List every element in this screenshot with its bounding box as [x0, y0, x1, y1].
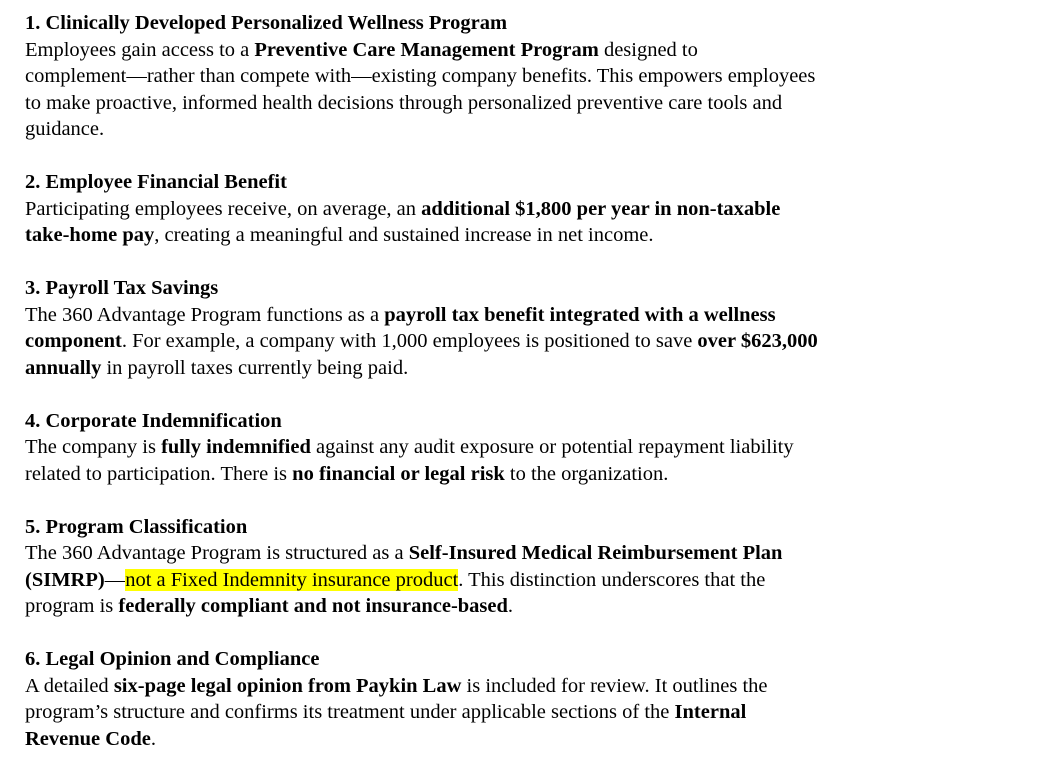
text-line	[25, 540, 1025, 567]
bold-text: additional $1,800 per year in non-taxable	[421, 197, 781, 220]
text-line	[25, 222, 1025, 249]
text-run: program is	[25, 595, 119, 617]
bold-text: take-home pay	[25, 224, 155, 246]
bold-text: (SIMRP)	[25, 568, 105, 591]
section-paragraph	[25, 196, 1025, 249]
text-line	[25, 116, 1025, 143]
text-line	[25, 434, 1025, 461]
text-run: complement—rather than compete with—existing company benefits. This empowers employees	[25, 65, 816, 87]
text-run: .	[150, 727, 156, 750]
bold-text: payroll tax benefit integrated with a wellness	[384, 303, 776, 326]
section-1	[25, 10, 1025, 143]
bold-text: over $623,000	[697, 330, 818, 352]
bold-text: fully indemnified	[161, 436, 311, 458]
text-line	[25, 302, 1025, 329]
section-paragraph	[25, 302, 1025, 382]
section-3	[25, 275, 1025, 381]
text-run: program’s structure and confirms its treatment under applicable sections of the	[25, 701, 675, 723]
section-5	[25, 514, 1025, 620]
text-line	[25, 355, 1025, 382]
text-run: designed to	[598, 38, 698, 61]
section-6	[25, 646, 1025, 752]
text-run: . For example, a company with 1,000 employees is positioned to save	[121, 330, 698, 352]
section-paragraph	[25, 434, 1025, 487]
bold-text: Preventive Care Management Program	[254, 38, 599, 61]
section-paragraph	[25, 37, 1025, 143]
text-run: is included for review. It outlines the	[461, 674, 768, 697]
text-line	[25, 699, 1025, 726]
text-run: in payroll taxes currently being paid.	[101, 356, 409, 379]
text-run: A detailed	[25, 674, 114, 697]
section-paragraph	[25, 540, 1025, 620]
section-heading: 4. Corporate Indemnification	[25, 409, 282, 432]
section-paragraph	[25, 673, 1025, 753]
section-heading: 1. Clinically Developed Personalized Wellness Program	[25, 12, 508, 34]
text-run: . This distinction underscores that the	[458, 568, 766, 591]
text-run: related to participation. There is	[25, 462, 293, 485]
section-heading: 2. Employee Financial Benefit	[25, 171, 287, 193]
text-run: Participating employees receive, on average, an	[25, 197, 422, 220]
bold-text: federally compliant and not insurance-based	[118, 595, 508, 617]
text-run: , creating a meaningful and sustained increase in net income.	[154, 224, 654, 246]
bold-text: Revenue Code	[25, 727, 151, 750]
text-line	[25, 567, 1025, 594]
text-run: .	[507, 595, 514, 617]
text-run: The 360 Advantage Program is structured as a	[25, 542, 409, 564]
text-line	[25, 63, 1025, 90]
bold-text: six-page legal opinion from Paykin Law	[113, 674, 462, 697]
text-run: Employees gain access to a	[25, 38, 255, 61]
text-run: The 360 Advantage Program functions as a	[25, 303, 385, 326]
text-run: The company is	[25, 436, 162, 458]
text-line	[25, 593, 1025, 620]
section-4	[25, 408, 1025, 488]
highlighted-text: not a Fixed Indemnity insurance product	[125, 568, 459, 591]
text-line	[25, 37, 1025, 64]
section-2	[25, 169, 1025, 249]
text-line	[25, 196, 1025, 223]
bold-text: annually	[25, 356, 102, 379]
text-run: guidance.	[25, 118, 105, 140]
bold-text: no financial or legal risk	[292, 462, 505, 485]
section-heading: 3. Payroll Tax Savings	[25, 277, 219, 299]
text-line	[25, 461, 1025, 488]
text-line	[25, 673, 1025, 700]
bold-text: component	[25, 330, 122, 352]
text-line	[25, 726, 1025, 753]
section-heading: 6. Legal Opinion and Compliance	[25, 648, 320, 670]
text-run: against any audit exposure or potential repayment liability	[310, 436, 794, 458]
text-line	[25, 90, 1025, 117]
text-run: —	[104, 568, 126, 591]
bold-text: Self-Insured Medical Reimbursement Plan	[408, 542, 783, 564]
bold-text: Internal	[674, 701, 747, 723]
text-run: to the organization.	[504, 462, 669, 485]
document-body	[25, 10, 1025, 752]
section-heading: 5. Program Classification	[25, 515, 248, 538]
text-line	[25, 328, 1025, 355]
text-run: to make proactive, informed health decisions through personalized preventive care tools and	[25, 91, 783, 114]
